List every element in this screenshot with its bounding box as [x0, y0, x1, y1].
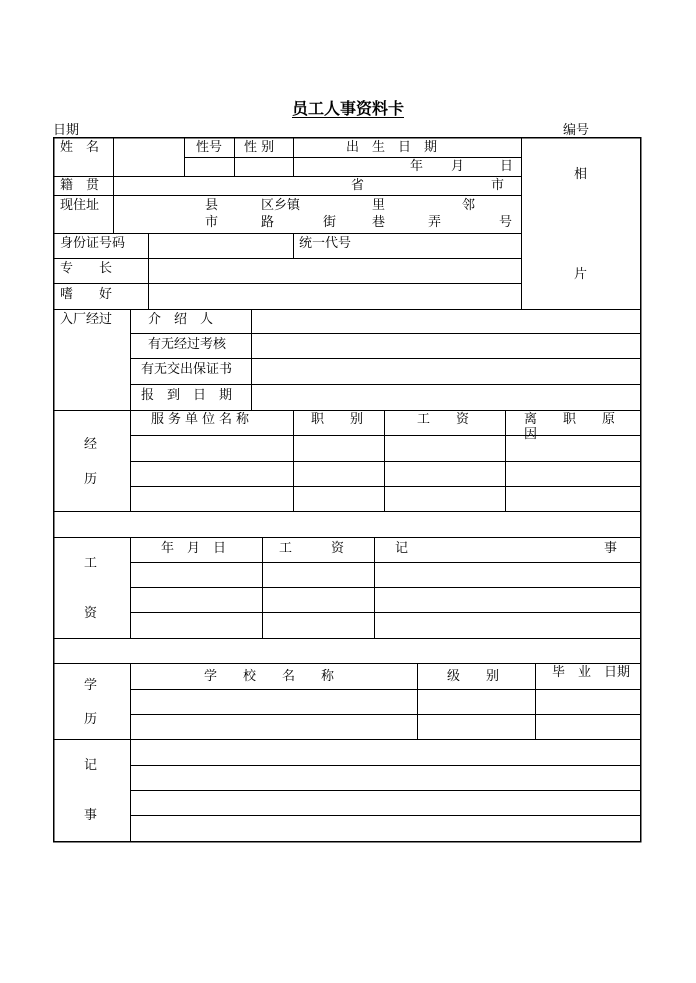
col-reason-header: 离 职 原因	[524, 412, 616, 442]
exam-label: 有无经过考核	[148, 337, 227, 352]
col-salary-header: 工 资	[417, 412, 470, 427]
county-label: 县	[205, 198, 219, 213]
specialty-label: 专 长	[60, 261, 113, 276]
road-label: 路	[261, 215, 275, 230]
salary-label-2: 资	[84, 606, 98, 621]
town-label: 区乡镇	[261, 198, 301, 213]
province-label: 省	[351, 178, 365, 193]
col-school-header: 学 校 名 称	[204, 669, 335, 684]
street-label: 街	[323, 215, 337, 230]
experience-label-1: 经	[84, 437, 98, 452]
lin-label: 邻	[462, 198, 476, 213]
education-label-2: 历	[84, 712, 98, 727]
native-label: 籍 贯	[60, 178, 100, 193]
education-label-1: 学	[84, 678, 98, 693]
col-position-header: 职 别	[311, 412, 364, 427]
col-grad-header: 毕 业 日期	[552, 665, 631, 680]
li-label: 里	[372, 198, 386, 213]
col-date-header: 年 月 日	[161, 541, 227, 556]
experience-label-2: 历	[84, 472, 98, 487]
notes-label-2: 事	[84, 808, 98, 823]
salary-label-1: 工	[84, 556, 98, 571]
unified-code-label: 统一代号	[299, 236, 352, 251]
address-label: 现住址	[60, 198, 100, 213]
alley-label: 弄	[428, 215, 442, 230]
birth-label: 出 生 日 期	[346, 140, 438, 155]
report-date-label: 报 到 日 期	[141, 388, 233, 403]
gender-label: 性 别	[244, 140, 275, 155]
page-title: 员工人事资料卡	[291, 99, 404, 118]
col-unit-header: 服务单位名称	[151, 412, 254, 427]
hao-label: 号	[499, 215, 513, 230]
col-salary-amount-header: 工 资	[279, 541, 345, 556]
entry-label: 入厂经过	[60, 312, 113, 327]
hobby-label: 嗜 好	[60, 287, 113, 302]
city-label: 市	[491, 178, 505, 193]
guarantee-label: 有无交出保证书	[141, 362, 233, 377]
shi-label: 市	[205, 215, 219, 230]
notes-label-1: 记	[84, 758, 98, 773]
photo-label-2: 片	[574, 267, 588, 282]
date-label: 日期	[53, 123, 80, 138]
lane-label: 巷	[372, 215, 386, 230]
col-level-header: 级 别	[447, 669, 500, 684]
day-label: 日	[500, 159, 514, 174]
name-label: 姓 名	[60, 140, 100, 155]
month-label: 月	[451, 159, 465, 174]
col-record-header-1: 记	[395, 541, 409, 556]
number-label: 编号	[563, 123, 590, 138]
id-card-label: 身份证号码	[60, 236, 126, 251]
year-label: 年	[410, 159, 424, 174]
photo-label-1: 相	[574, 167, 588, 182]
introducer-label: 介 绍 人	[148, 312, 214, 327]
col-record-header-2: 事	[604, 541, 618, 556]
gender-code-label: 性号	[196, 140, 223, 155]
